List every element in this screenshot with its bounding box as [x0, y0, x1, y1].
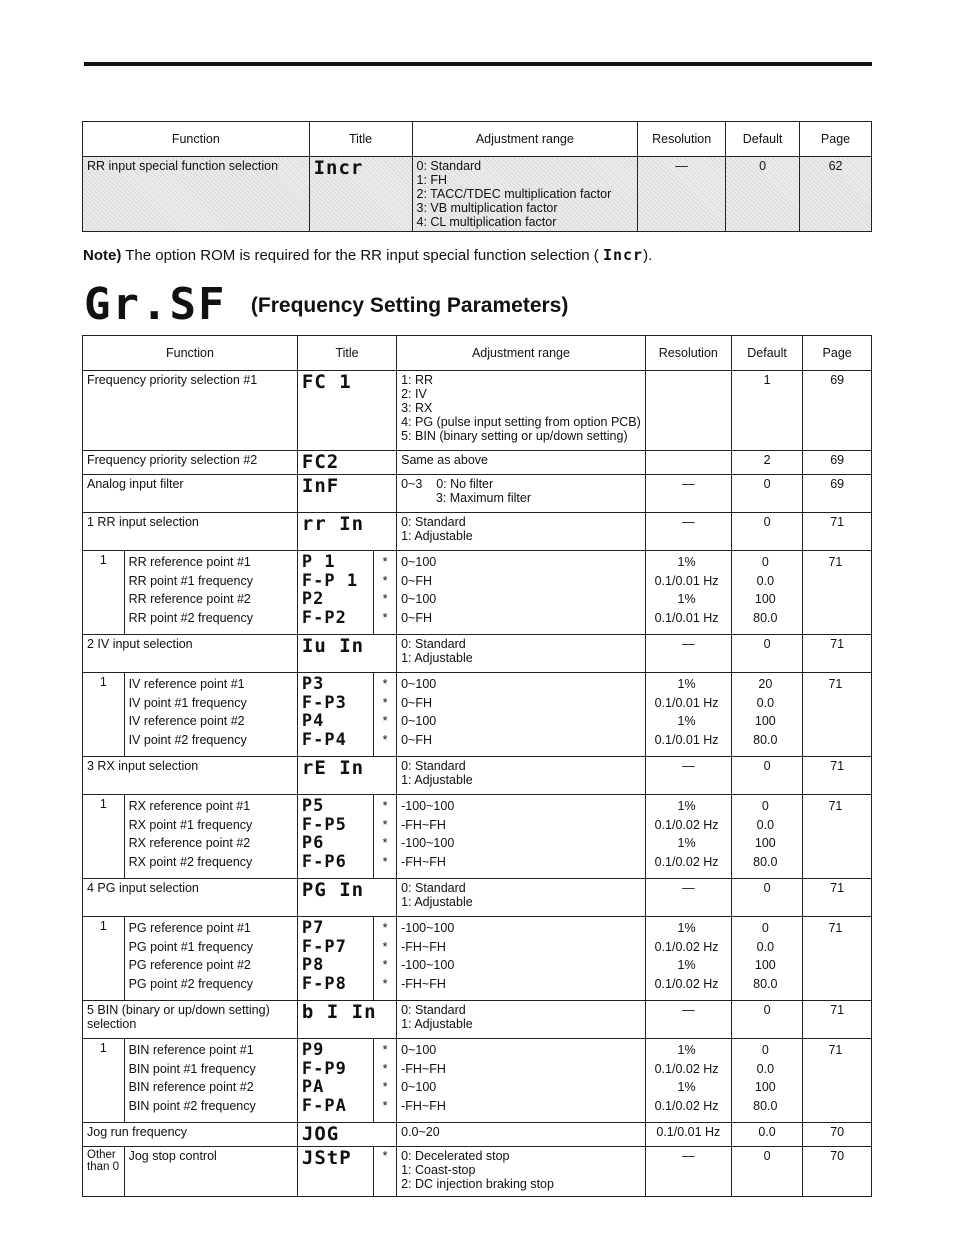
header-range: Adjustment range — [412, 122, 638, 157]
range-cell — [397, 371, 646, 451]
title-code: Incr — [309, 157, 412, 232]
title-code: P3 F-P3 P4 F-P4 — [297, 673, 373, 757]
range-line: 0: Standard — [401, 759, 466, 773]
title-code: P7 F-P7 P8 F-P8 — [297, 917, 373, 1001]
page-cell: 71 — [803, 635, 872, 673]
page-cell: 71 — [803, 673, 872, 757]
page-cell: 62 — [800, 157, 872, 232]
resolution-cell: — — [645, 1001, 731, 1039]
page-cell: 69 — [803, 451, 872, 475]
range-line: 1: Adjustable — [401, 895, 473, 909]
default-cell: 0 0.0 100 80.0 — [731, 1039, 802, 1123]
group-number: 1 — [83, 1039, 125, 1123]
range-line: 1: Adjustable — [401, 651, 473, 665]
range-line: 3: Maximum filter — [401, 491, 531, 505]
group-number: 1 — [83, 673, 125, 757]
header-row — [83, 122, 872, 157]
title-code: P 1 F-P 1 P2 F-P2 — [297, 551, 373, 635]
default-cell: 2 — [731, 451, 802, 475]
header-page: Page — [800, 122, 872, 157]
title-code: JOG — [297, 1123, 396, 1147]
page-cell: 71 — [803, 757, 872, 795]
group-number: 1 — [83, 917, 125, 1001]
range-line: 1: RR — [401, 373, 434, 387]
resolution-cell: — — [645, 475, 731, 513]
table-row — [83, 757, 872, 795]
range-line: 0~3 0: No filter — [401, 477, 494, 491]
table-row — [83, 879, 872, 917]
table-row — [83, 551, 872, 635]
header-resolution: Resolution — [638, 122, 726, 157]
group-number: 1 — [83, 795, 125, 879]
note-end: ). — [643, 247, 653, 264]
function-cell: Frequency priority selection #1 — [83, 371, 298, 451]
header-function: Function — [83, 336, 298, 371]
note-text: The option ROM is required for the RR input special function selection ( — [125, 247, 599, 264]
title-code: P9 F-P9 PA F-PA — [297, 1039, 373, 1123]
section-title: (Frequency Setting Parameters) — [250, 294, 569, 317]
page-cell: 71 — [803, 917, 872, 1001]
header-title: Title — [309, 122, 412, 157]
function-cell: IV reference point #1 IV point #1 frequency IV reference point #2 IV point #2 frequency — [124, 673, 297, 757]
section-code: Gr.SF — [84, 279, 227, 330]
range-line: Same as above — [401, 453, 488, 467]
range-line: 1: Adjustable — [401, 529, 473, 543]
header-default: Default — [731, 336, 802, 371]
range-line: 4: CL multiplication factor — [416, 215, 557, 229]
range-cell — [397, 757, 646, 795]
range-cell: -100~100 -FH~FH -100~100 -FH~FH — [397, 795, 646, 879]
default-cell: 1 — [731, 371, 802, 451]
table-row — [83, 475, 872, 513]
rr-special-table — [82, 121, 872, 232]
range-cell — [397, 451, 646, 475]
resolution-cell: 1% 0.1/0.02 Hz 1% 0.1/0.02 Hz — [645, 795, 731, 879]
header-resolution: Resolution — [645, 336, 731, 371]
note-code: Incr — [602, 246, 644, 264]
range-cell: 0~100 0~FH 0~100 0~FH — [397, 673, 646, 757]
section-heading — [84, 279, 569, 330]
title-code: JStP — [297, 1147, 373, 1197]
function-cell: RR input special function selection — [83, 157, 310, 232]
range-cell — [397, 1147, 646, 1197]
resolution-cell: 1% 0.1/0.02 Hz 1% 0.1/0.02 Hz — [645, 917, 731, 1001]
default-cell: 20 0.0 100 80.0 — [731, 673, 802, 757]
header-range: Adjustment range — [397, 336, 646, 371]
range-line: 1: Coast-stop — [401, 1163, 476, 1177]
title-code: FC 1 — [297, 371, 396, 451]
table-row — [83, 513, 872, 551]
page-cell: 69 — [803, 371, 872, 451]
range-line: 2: TACC/TDEC multiplication factor — [416, 187, 612, 201]
title-code: rE In — [297, 757, 396, 795]
other-cell: Other than 0 — [83, 1147, 125, 1197]
note-label: Note) — [83, 247, 122, 264]
star-marks: * * * * — [374, 1039, 397, 1123]
function-cell: BIN reference point #1 BIN point #1 frequency BIN reference point #2 BIN point #2 frequency — [124, 1039, 297, 1123]
range-line: 1: FH — [416, 173, 448, 187]
page-cell: 71 — [803, 1039, 872, 1123]
default-cell: 0.0 — [731, 1123, 802, 1147]
range-cell — [397, 1001, 646, 1039]
group-number: 1 — [83, 551, 125, 635]
star-marks: * * * * — [374, 673, 397, 757]
header-page: Page — [803, 336, 872, 371]
title-code: P5 F-P5 P6 F-P6 — [297, 795, 373, 879]
default-cell: 0 0.0 100 80.0 — [731, 795, 802, 879]
range-cell: 0~100 -FH~FH 0~100 -FH~FH — [397, 1039, 646, 1123]
table-row — [83, 451, 872, 475]
default-cell: 0 — [731, 635, 802, 673]
range-line: 0: Standard — [401, 881, 466, 895]
range-line: 0: Standard — [401, 515, 466, 529]
range-line: 0: Standard — [401, 637, 466, 651]
resolution-cell — [645, 451, 731, 475]
function-cell: Jog run frequency — [83, 1123, 298, 1147]
table-row — [83, 1001, 872, 1039]
default-cell: 0 0.0 100 80.0 — [731, 551, 802, 635]
page-cell: 71 — [803, 513, 872, 551]
page-cell: 71 — [803, 1001, 872, 1039]
table-row — [83, 1123, 872, 1147]
default-cell: 0 — [726, 157, 800, 232]
header-row — [83, 336, 872, 371]
range-cell — [397, 513, 646, 551]
function-cell: PG reference point #1 PG point #1 frequency PG reference point #2 PG point #2 frequency — [124, 917, 297, 1001]
range-line: 0: Decelerated stop — [401, 1149, 510, 1163]
table-row — [83, 917, 872, 1001]
function-cell: 5 BIN (binary or up/down setting) selection — [83, 1001, 298, 1039]
range-line: 2: IV — [401, 387, 427, 401]
range-cell — [412, 157, 638, 232]
table-row — [83, 635, 872, 673]
function-cell: Jog stop control — [124, 1147, 297, 1197]
resolution-cell: — — [645, 513, 731, 551]
title-code: Iu In — [297, 635, 396, 673]
table-row — [83, 157, 872, 232]
header-title: Title — [297, 336, 396, 371]
resolution-cell: 0.1/0.01 Hz — [645, 1123, 731, 1147]
function-cell: 3 RX input selection — [83, 757, 298, 795]
range-line: 0: Standard — [416, 159, 482, 173]
title-code: FC2 — [297, 451, 396, 475]
table-row — [83, 371, 872, 451]
function-cell: Analog input filter — [83, 475, 298, 513]
function-cell: RX reference point #1 RX point #1 frequency RX reference point #2 RX point #2 frequency — [124, 795, 297, 879]
page-cell: 71 — [803, 551, 872, 635]
page-cell: 71 — [803, 879, 872, 917]
range-line: 3: RX — [401, 401, 433, 415]
function-cell: 1 RR input selection — [83, 513, 298, 551]
range-cell — [397, 475, 646, 513]
range-cell: -100~100 -FH~FH -100~100 -FH~FH — [397, 917, 646, 1001]
title-code: PG In — [297, 879, 396, 917]
range-line: 4: PG (pulse input setting from option PCB) — [401, 415, 641, 429]
table-row — [83, 1039, 872, 1123]
default-cell: 0 — [731, 757, 802, 795]
resolution-cell: — — [645, 1147, 731, 1197]
resolution-cell: — — [638, 157, 726, 232]
star-marks: * — [374, 1147, 397, 1197]
page-cell: 70 — [803, 1147, 872, 1197]
default-cell: 0 — [731, 1147, 802, 1197]
resolution-cell: 1% 0.1/0.01 Hz 1% 0.1/0.01 Hz — [645, 673, 731, 757]
function-cell: 2 IV input selection — [83, 635, 298, 673]
table-row — [83, 795, 872, 879]
title-code: rr In — [297, 513, 396, 551]
table-row — [83, 1147, 872, 1197]
range-line: 5: BIN (binary setting or up/down setting) — [401, 429, 628, 443]
default-cell: 0 — [731, 475, 802, 513]
page-cell: 71 — [803, 795, 872, 879]
range-line: 0: Standard — [401, 1003, 466, 1017]
page-cell: 70 — [803, 1123, 872, 1147]
default-cell: 0 — [731, 513, 802, 551]
page-cell: 69 — [803, 475, 872, 513]
frequency-setting-table — [82, 335, 872, 1197]
star-marks: * * * * — [374, 917, 397, 1001]
star-marks: * * * * — [374, 795, 397, 879]
function-cell: Frequency priority selection #2 — [83, 451, 298, 475]
resolution-cell: 1% 0.1/0.01 Hz 1% 0.1/0.01 Hz — [645, 551, 731, 635]
resolution-cell: — — [645, 879, 731, 917]
resolution-cell: — — [645, 635, 731, 673]
function-cell: RR reference point #1 RR point #1 frequency RR reference point #2 RR point #2 frequency — [124, 551, 297, 635]
default-cell: 0 — [731, 1001, 802, 1039]
resolution-cell — [645, 371, 731, 451]
range-line: 1: Adjustable — [401, 773, 473, 787]
table-row — [83, 673, 872, 757]
header-function: Function — [83, 122, 310, 157]
resolution-cell: — — [645, 757, 731, 795]
range-cell — [397, 879, 646, 917]
title-code: b I In — [297, 1001, 396, 1039]
default-cell: 0 — [731, 879, 802, 917]
note — [83, 246, 652, 265]
range-line: 1: Adjustable — [401, 1017, 473, 1031]
range-line: 2: DC injection braking stop — [401, 1177, 554, 1191]
default-cell: 0 0.0 100 80.0 — [731, 917, 802, 1001]
range-cell — [397, 635, 646, 673]
title-code: InF — [297, 475, 396, 513]
resolution-cell: 1% 0.1/0.02 Hz 1% 0.1/0.02 Hz — [645, 1039, 731, 1123]
header-default: Default — [726, 122, 800, 157]
range-line: 3: VB multiplication factor — [416, 201, 558, 215]
range-cell: 0.0~20 — [397, 1123, 646, 1147]
range-cell: 0~100 0~FH 0~100 0~FH — [397, 551, 646, 635]
star-marks: * * * * — [374, 551, 397, 635]
function-cell: 4 PG input selection — [83, 879, 298, 917]
top-rule — [84, 62, 872, 66]
